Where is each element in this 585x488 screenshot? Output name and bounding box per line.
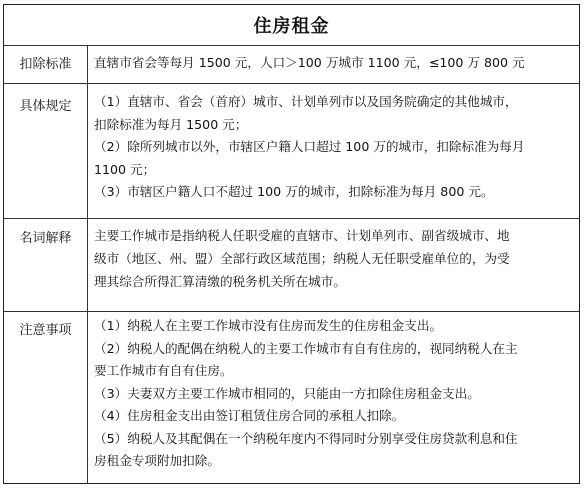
content-line: （1）纳税人在主要工作城市没有住房而发生的住房租金支出。 bbox=[94, 318, 443, 333]
content-line: （2）纳税人的配偶在纳税人的主要工作城市有自有住房的，视同纳税人在主 bbox=[94, 340, 518, 356]
specific-rules-content bbox=[94, 91, 571, 204]
term-definition-content bbox=[94, 224, 571, 293]
content-line: 扣除标准为每月 1500 元； bbox=[94, 116, 248, 132]
content-line: （2）除所列城市以外，市辖区户籍人口超过 100 万的城市，扣除标准为每月 bbox=[94, 139, 525, 154]
deduction-standard-content bbox=[94, 53, 571, 73]
table-title: 住房租金 bbox=[253, 16, 330, 37]
row-divider bbox=[4, 45, 579, 46]
content-line: 直辖市省会等每月 1500 元，人口＞100 万城市 1100 元，≤100 万 800 元 bbox=[94, 55, 525, 70]
row-label-deduction-standard: 扣除标准 bbox=[19, 57, 72, 72]
row-divider bbox=[4, 311, 579, 312]
column-divider bbox=[87, 45, 88, 483]
row-divider bbox=[4, 83, 579, 84]
content-line: 主要工作城市是指纳税人任职受雇的直辖市、计划单列市、副省级城市、地 bbox=[94, 228, 510, 243]
content-line: （3）市辖区户籍人口不超过 100 万的城市，扣除标准为每月 800 元。 bbox=[94, 184, 494, 199]
content-line: 1100 元； bbox=[94, 161, 156, 177]
row-label-specific-rules: 具体规定 bbox=[19, 99, 72, 114]
content-line: 理其综合所得汇算清缴的税务机关所在城市。 bbox=[94, 274, 346, 289]
content-line: 要工作城市有自有住房。 bbox=[94, 363, 233, 378]
content-line: 级市（地区、州、盟）全部行政区域范围；纳税人无任职受雇单位的，为受 bbox=[94, 251, 510, 266]
content-line: （4）住房租金支出由签订租赁住房合同的承租人扣除。 bbox=[94, 408, 405, 423]
content-line: （5）纳税人及其配偶在一个纳税年度内不得同时分别享受住房贷款利息和住 bbox=[94, 430, 518, 446]
notes-content bbox=[94, 315, 571, 473]
row-label-notes: 注意事项 bbox=[19, 323, 72, 338]
content-line: （3）夫妻双方主要工作城市相同的，只能由一方扣除住房租金支出。 bbox=[94, 385, 480, 401]
content-line: （1）直辖市、省会（首府）城市、计划单列市以及国务院确定的其他城市， bbox=[94, 94, 518, 109]
row-divider bbox=[4, 218, 579, 219]
content-line: 房租金专项附加扣除。 bbox=[94, 453, 220, 468]
housing-rent-table bbox=[3, 4, 580, 484]
row-label-term-definition: 名词解释 bbox=[19, 231, 72, 246]
